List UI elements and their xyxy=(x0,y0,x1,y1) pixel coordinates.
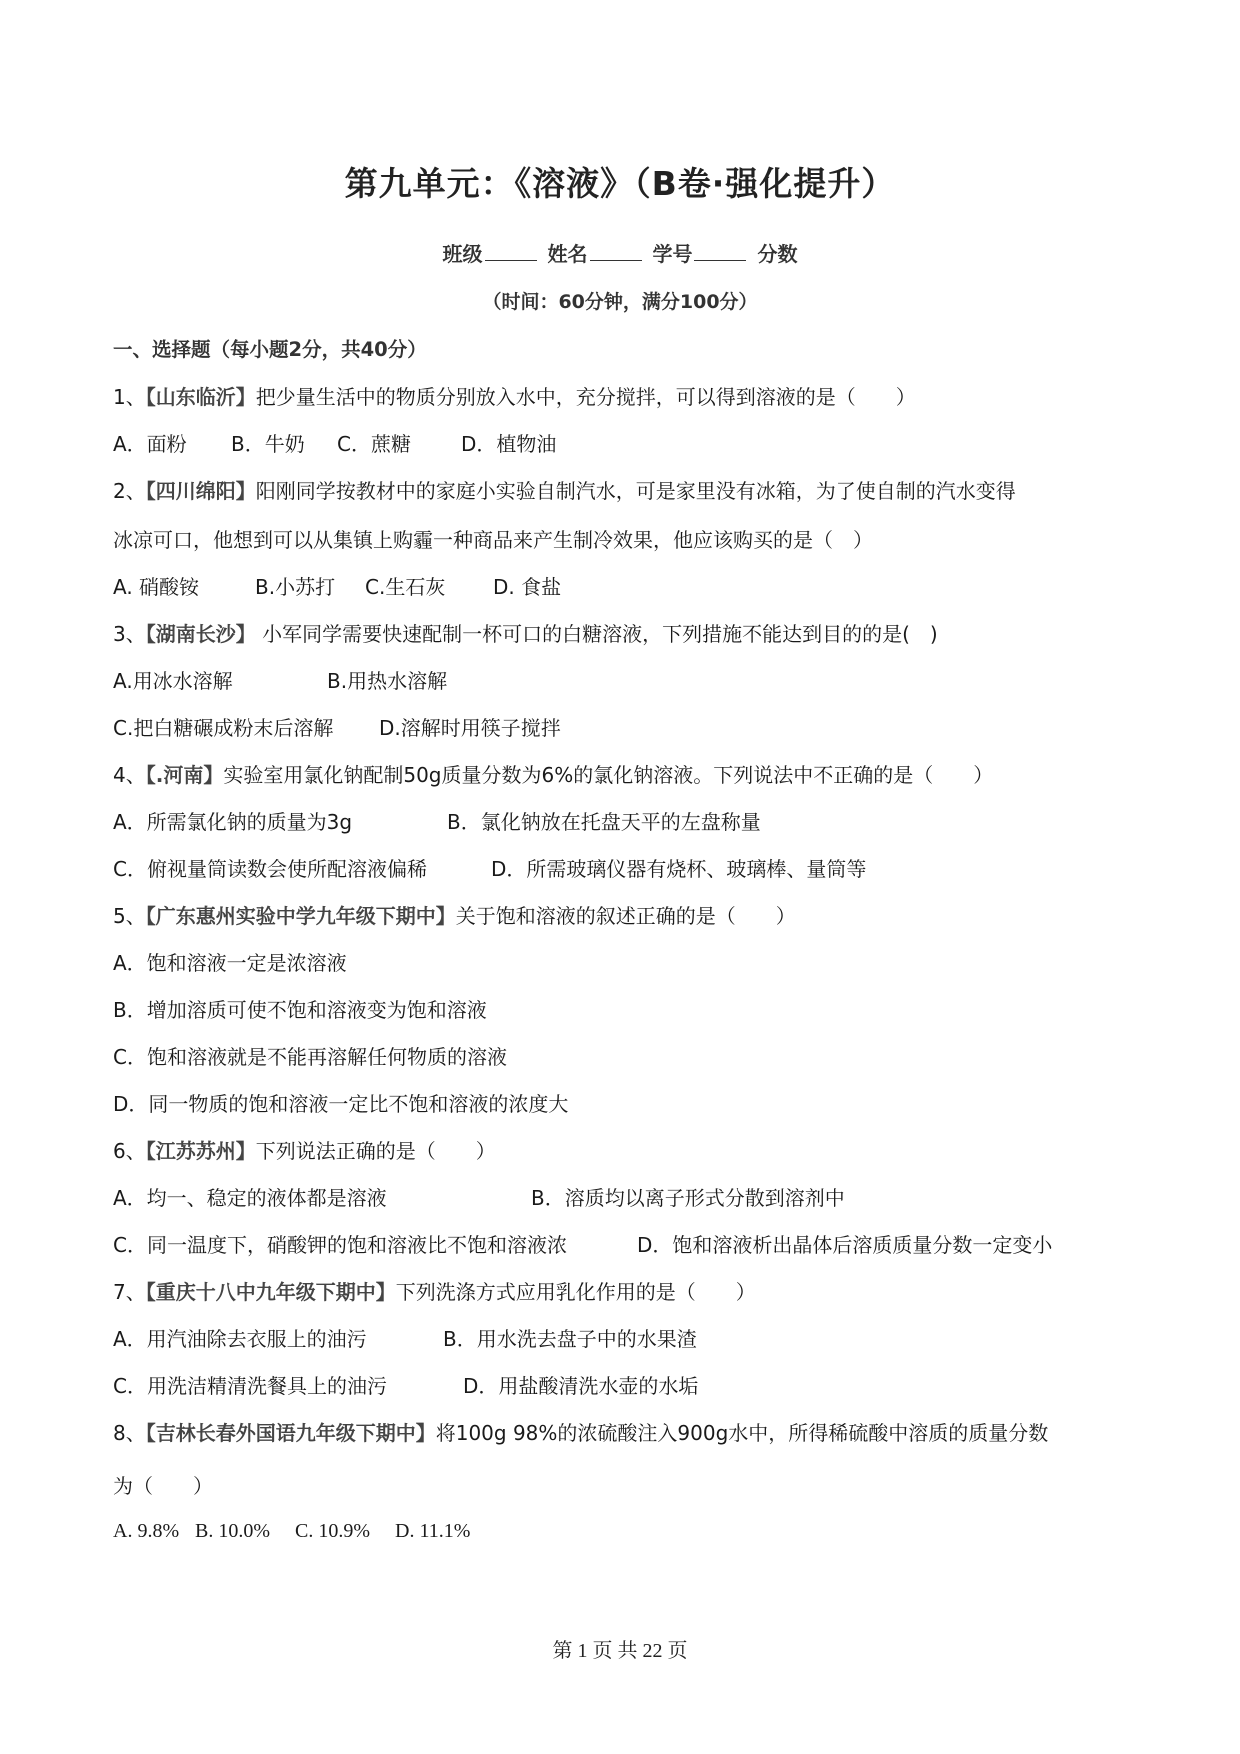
question-6-options-row1 xyxy=(113,1182,845,1211)
question-7 xyxy=(113,1276,756,1305)
option-a: A.用冰水溶解 xyxy=(113,669,233,693)
option-d: D．用盐酸清洗水壶的水垢 xyxy=(463,1374,699,1398)
question-number: 4、 xyxy=(113,763,146,787)
option-c: C．俯视量筒读数会使所配溶液偏稀 xyxy=(113,857,427,881)
question-4-options-row1 xyxy=(113,806,761,835)
question-2-stem-continued: 冰凉可口，他想到可以从集镇上购霾一种商品来产生制冷效果，他应该购买的是（ ） xyxy=(113,528,873,552)
option-a: A．均一、稳定的液体都是溶液 xyxy=(113,1186,387,1210)
option-b: B.小苏打 xyxy=(255,575,336,599)
question-3-options-row1 xyxy=(113,665,447,694)
question-stem: 阳刚同学按教材中的家庭小实验自制汽水，可是家里没有冰箱，为了使自制的汽水变得 xyxy=(255,479,1016,503)
question-1 xyxy=(113,381,916,410)
question-number: 5、 xyxy=(113,904,146,928)
question-stem: 下列洗涤方式应用乳化作用的是（ ） xyxy=(395,1280,756,1304)
option-a: A. 9.8% xyxy=(113,1520,180,1542)
question-8-stem-continued: 为（ ） xyxy=(113,1474,213,1498)
option-b: B．牛奶 xyxy=(231,432,305,456)
class-blank xyxy=(485,242,537,261)
question-stem: 把少量生活中的物质分别放入水中，充分搅拌，可以得到溶液的是（ ） xyxy=(255,385,916,409)
question-stem: 小军同学需要快速配制一杯可口的白糖溶液，下列措施不能达到目的的是( ) xyxy=(255,622,938,646)
name-blank xyxy=(590,242,642,261)
class-label: 班级 xyxy=(442,242,483,266)
question-2-options xyxy=(113,571,561,600)
student-id-blank xyxy=(694,242,746,261)
student-id-label: 学号 xyxy=(652,242,693,266)
option-d: D.溶解时用筷子搅拌 xyxy=(379,716,561,740)
option-c: C. 10.9% xyxy=(295,1520,370,1542)
question-1-options xyxy=(113,428,556,457)
question-stem: 将100g 98%的浓硫酸注入900g水中，所得稀硫酸中溶质的质量分数 xyxy=(435,1421,1049,1445)
question-source: 【湖南长沙】 xyxy=(145,622,256,646)
question-source: 【重庆十八中九年级下期中】 xyxy=(145,1280,396,1304)
question-stem: 关于饱和溶液的叙述正确的是（ ） xyxy=(455,904,796,928)
student-info-line xyxy=(0,238,1240,267)
question-number: 3、 xyxy=(113,622,146,646)
question-number: 6、 xyxy=(113,1139,146,1163)
option-c: C.把白糖碾成粉末后溶解 xyxy=(113,716,334,740)
option-a: A. 硝酸铵 xyxy=(113,575,200,599)
question-number: 2、 xyxy=(113,479,146,503)
option-a: A．所需氯化钠的质量为3g xyxy=(113,810,353,834)
option-b: B．用水洗去盘子中的水果渣 xyxy=(443,1327,697,1351)
question-3-options-row2 xyxy=(113,712,561,741)
question-7-options-row1 xyxy=(113,1323,697,1352)
question-6 xyxy=(113,1135,496,1164)
option-b: B.用热水溶解 xyxy=(327,669,448,693)
section-heading: 一、选择题（每小题2分，共40分） xyxy=(113,338,427,361)
question-source: 【山东临沂】 xyxy=(145,385,256,409)
option-d: D．饱和溶液析出晶体后溶质质量分数一定变小 xyxy=(637,1233,1053,1257)
option-c: C．蔗糖 xyxy=(337,432,411,456)
question-8 xyxy=(113,1417,1048,1446)
option-a: A．饱和溶液一定是浓溶液 xyxy=(113,951,347,975)
option-b: B. 10.0% xyxy=(195,1520,270,1542)
option-d: D．植物油 xyxy=(461,432,557,456)
option-b: B．溶质均以离子形式分散到溶剂中 xyxy=(531,1186,845,1210)
option-d: D．同一物质的饱和溶液一定比不饱和溶液的浓度大 xyxy=(113,1092,569,1116)
question-source: 【四川绵阳】 xyxy=(145,479,256,503)
page-title: 第九单元：《溶液》（B卷·强化提升） xyxy=(344,164,896,203)
question-stem: 实验室用氯化钠配制50g质量分数为6%的氯化钠溶液。下列说法中不正确的是（ ） xyxy=(223,763,994,787)
option-a: A．面粉 xyxy=(113,432,187,456)
question-4 xyxy=(113,759,993,788)
question-number: 1、 xyxy=(113,385,146,409)
score-label: 分数 xyxy=(757,242,798,266)
option-b: B．增加溶质可使不饱和溶液变为饱和溶液 xyxy=(113,998,487,1022)
question-source: 【.河南】 xyxy=(145,763,224,787)
time-note: （时间：60分钟，满分100分） xyxy=(482,291,758,313)
option-b: B．氯化钠放在托盘天平的左盘称量 xyxy=(447,810,761,834)
question-7-options-row2 xyxy=(113,1370,698,1399)
option-d: D. 11.1% xyxy=(395,1520,471,1542)
option-c: C．用洗洁精清洗餐具上的油污 xyxy=(113,1374,387,1398)
option-d: D．所需玻璃仪器有烧杯、玻璃棒、量筒等 xyxy=(491,857,867,881)
question-8-options xyxy=(113,1520,470,1543)
option-c: C．饱和溶液就是不能再溶解任何物质的溶液 xyxy=(113,1045,507,1069)
option-a: A．用汽油除去衣服上的油污 xyxy=(113,1327,367,1351)
question-source: 【广东惠州实验中学九年级下期中】 xyxy=(145,904,456,928)
question-6-options-row2 xyxy=(113,1229,1052,1258)
option-c: C.生石灰 xyxy=(365,575,446,599)
option-d: D. 食盐 xyxy=(493,575,562,599)
question-stem: 下列说法正确的是（ ） xyxy=(255,1139,496,1163)
question-source: 【江苏苏州】 xyxy=(145,1139,256,1163)
name-label: 姓名 xyxy=(547,242,588,266)
question-3 xyxy=(113,618,938,647)
question-source: 【吉林长春外国语九年级下期中】 xyxy=(145,1421,436,1445)
question-2 xyxy=(113,475,1016,504)
question-number: 8、 xyxy=(113,1421,146,1445)
question-5 xyxy=(113,900,796,929)
question-4-options-row2 xyxy=(113,853,866,882)
page-footer: 第 1 页 共 22 页 xyxy=(552,1640,688,1662)
option-c: C．同一温度下，硝酸钾的饱和溶液比不饱和溶液浓 xyxy=(113,1233,567,1257)
question-number: 7、 xyxy=(113,1280,146,1304)
